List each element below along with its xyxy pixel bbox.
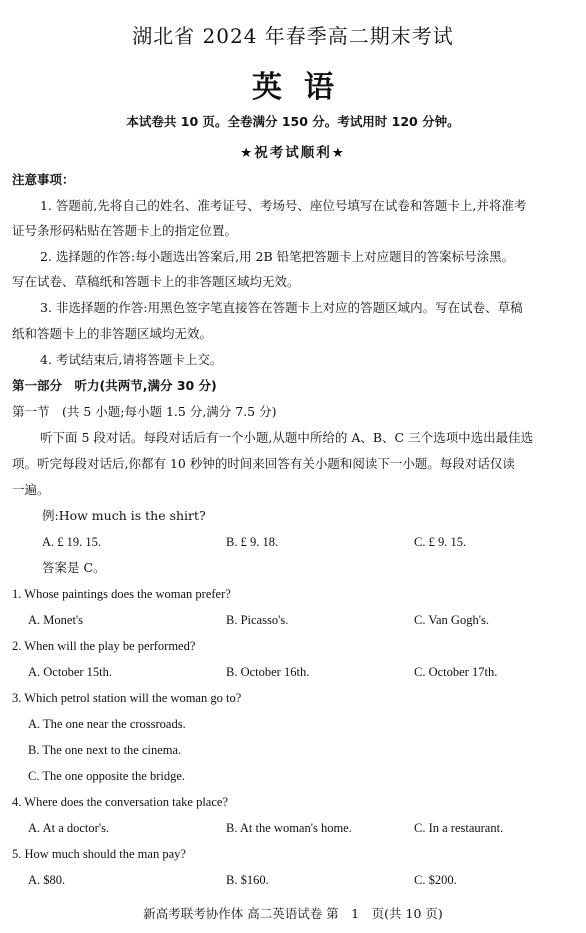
q5-option-a: A. $80. (28, 873, 66, 887)
example-option-b: B. £ 9. 18. (226, 535, 279, 549)
instructions-line-2: 项。听完每段对话后,你都有 10 秒钟的时间来回答有关小题和阅读下一小题。每段对话仅读 (12, 456, 515, 471)
q4-option-a: A. At a doctor's. (28, 821, 110, 835)
q4-option-c: C. In a restaurant. (414, 821, 504, 835)
note-1-line-1: 1. 答题前,先将自己的姓名、准考证号、考场号、座位号填写在试卷和答题卡上,并将准考 (40, 198, 527, 213)
page-footer: 新高考联考协作体 高二英语试卷 第 1 页(共 10 页) (143, 906, 443, 921)
subject-title: 英语 (252, 70, 356, 105)
example-option-a: A. £ 19. 15. (42, 535, 102, 549)
note-3-line-2: 纸和答题卡上的非答题区域均无效。 (12, 326, 213, 341)
q5-option-b: B. $160. (226, 873, 269, 887)
section1-title: 第一节 (共 5 小题;每小题 1.5 分,满分 7.5 分) (12, 404, 277, 419)
example-question: 例:How much is the shirt? (42, 508, 206, 523)
q1-option-c: C. Van Gogh's. (414, 613, 489, 627)
question-3: 3. Which petrol station will the woman go to? (12, 691, 242, 705)
note-1-line-2: 证号条形码粘贴在答题卡上的指定位置。 (12, 223, 238, 238)
note-2-line-2: 写在试卷、草稿纸和答题卡上的非答题区域均无效。 (12, 274, 300, 289)
example-option-c: C. £ 9. 15. (414, 535, 467, 549)
exam-title: 湖北省 2024 年春季高二期末考试 (132, 24, 454, 48)
q3-option-a: A. The one near the crossroads. (28, 717, 186, 731)
q1-option-b: B. Picasso's. (226, 613, 289, 627)
good-luck-banner: ★祝考试顺利★ (240, 145, 346, 161)
instructions-line-3: 一遍。 (12, 482, 50, 497)
notes-heading: 注意事项： (12, 172, 75, 187)
question-1: 1. Whose paintings does the woman prefer? (12, 587, 231, 601)
note-4: 4. 考试结束后,请将答题卡上交。 (40, 352, 223, 367)
note-3-line-1: 3. 非选择题的作答:用黑色签字笔直接答在答题卡上对应的答题区域内。写在试卷、草稿 (40, 300, 523, 315)
q5-option-c: C. $200. (414, 873, 457, 887)
question-2: 2. When will the play be performed? (12, 639, 196, 653)
example-answer: 答案是 C。 (42, 560, 106, 575)
q1-option-a: A. Monet's (28, 613, 84, 627)
note-2-line-1: 2. 选择题的作答:每小题选出答案后,用 2B 铅笔把答题卡上对应题目的答案标号涂黑。 (40, 249, 515, 264)
q3-option-c: C. The one opposite the bridge. (28, 769, 186, 783)
instructions-line-1: 听下面 5 段对话。每段对话后有一个小题,从题中所给的 A、B、C 三个选项中选出最佳选 (40, 430, 534, 445)
q2-option-c: C. October 17th. (414, 665, 498, 679)
part1-title: 第一部分 听力(共两节,满分 30 分) (12, 378, 217, 393)
question-4: 4. Where does the conversation take place? (12, 795, 228, 809)
q3-option-b: B. The one next to the cinema. (28, 743, 182, 757)
q2-option-b: B. October 16th. (226, 665, 310, 679)
q2-option-a: A. October 15th. (28, 665, 113, 679)
exam-info: 本试卷共 10 页。全卷满分 150 分。考试用时 120 分钟。 (126, 114, 460, 129)
question-5: 5. How much should the man pay? (12, 847, 186, 861)
q4-option-b: B. At the woman's home. (226, 821, 352, 835)
